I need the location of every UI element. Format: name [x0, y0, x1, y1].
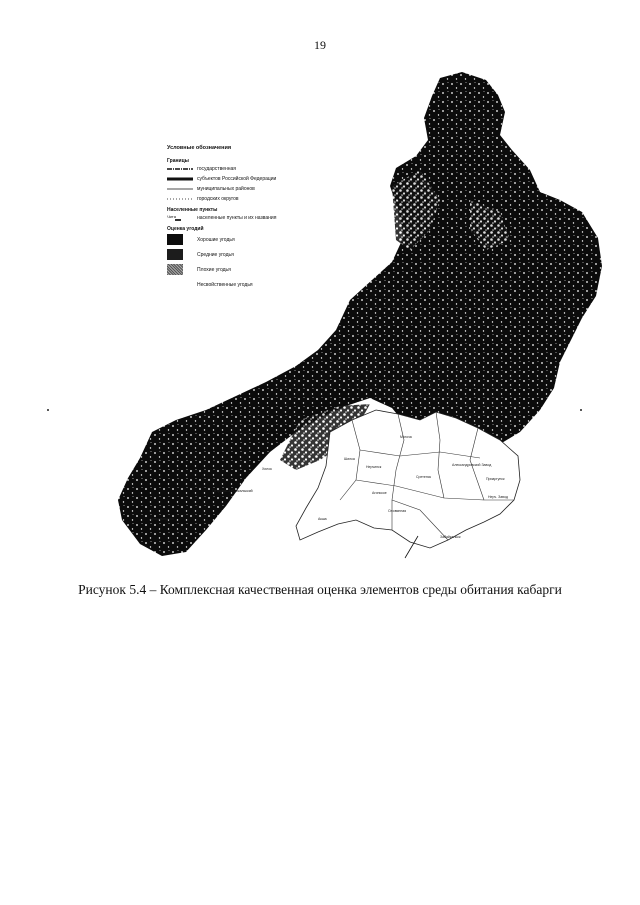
legend-label: муниципальных районов — [197, 186, 255, 192]
legend-label: городских округов — [197, 196, 239, 202]
legend-settlement-prefix: Чита — [167, 214, 176, 219]
place-label: Оловянная — [388, 509, 407, 513]
legend-swatch — [167, 249, 183, 260]
margin-dot — [47, 409, 49, 411]
legend-row-poor — [167, 262, 297, 277]
map-legend — [167, 145, 297, 292]
legend-row-settlement — [167, 213, 297, 223]
place-label: Приаргунск — [486, 477, 505, 481]
legend-label: Несвойственные угодья — [197, 281, 253, 288]
legend-label: субъектов Российской Федерации — [197, 176, 277, 182]
legend-swatch — [167, 279, 183, 290]
legend-title: Условные обозначения — [167, 145, 232, 151]
legend-label: государственная — [197, 166, 236, 172]
legend-settlements-header: Населенные пункты — [167, 207, 218, 213]
legend-row-unsuitable — [167, 277, 297, 292]
place-label: Агинское — [372, 491, 387, 495]
legend-label: населенные пункты и их названия — [197, 215, 277, 221]
legend-swatch — [167, 234, 183, 245]
legend-row-state-border — [167, 164, 297, 174]
place-label: Могоча — [400, 435, 412, 439]
legend-row-medium — [167, 247, 297, 262]
place-label: Нерч. Завод — [488, 495, 508, 499]
legend-row-city-border — [167, 194, 297, 204]
place-label: Забайкальск — [440, 535, 461, 539]
legend-row-district-border — [167, 184, 297, 194]
legend-row-good — [167, 232, 297, 247]
legend-row-subject-border — [167, 174, 297, 184]
legend-assessment-header: Оценка угодий — [167, 226, 204, 232]
place-label: Красночикойск — [150, 517, 175, 521]
place-label: Хилок — [262, 467, 272, 471]
legend-label: Хорошие угодья — [197, 236, 235, 243]
margin-dot — [580, 409, 582, 411]
place-label: Акша — [318, 517, 327, 521]
legend-label: Плохие угодья — [197, 266, 231, 273]
place-label: Нерчинск — [366, 465, 382, 469]
legend-label: Средние угодья — [197, 251, 234, 258]
place-label: Шилка — [344, 457, 355, 461]
figure-caption: Рисунок 5.4 – Комплексная качественная оценка элементов среды обитания кабарги — [78, 582, 562, 597]
place-label: Александровский Завод — [452, 463, 492, 467]
place-label: Петровск-Забайкальский — [212, 489, 253, 493]
place-label: Сретенск — [416, 475, 432, 479]
legend-borders-header: Границы — [167, 158, 189, 164]
legend-swatch — [167, 264, 183, 275]
page-number: 19 — [314, 38, 326, 52]
